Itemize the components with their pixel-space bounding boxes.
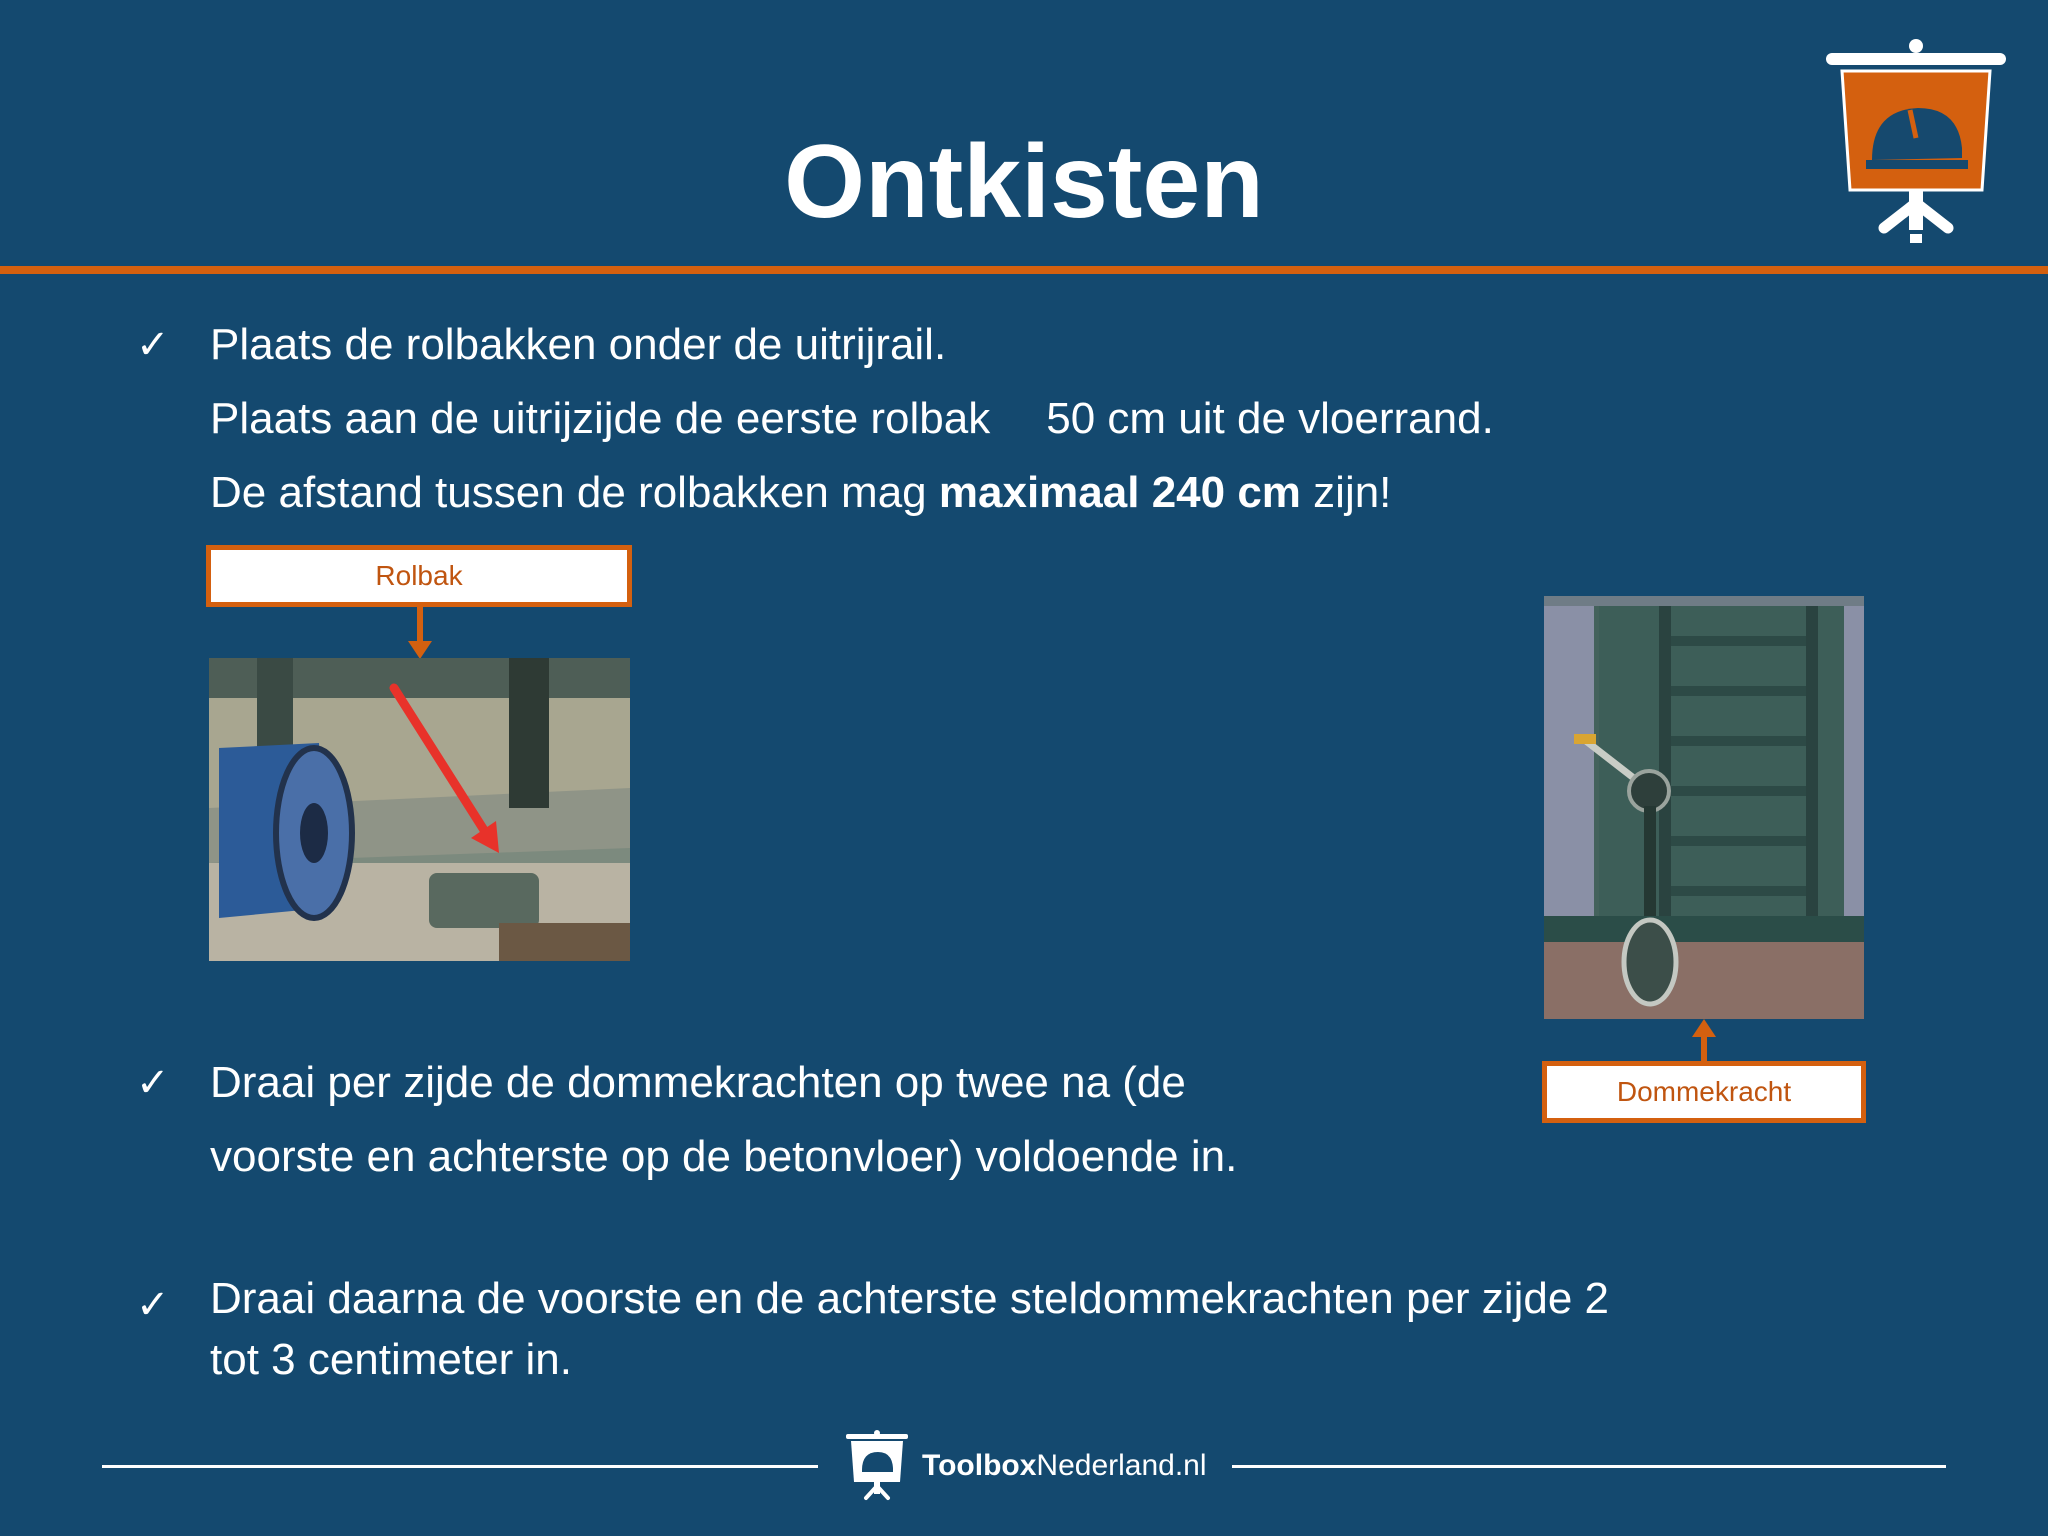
rolbak-label: Rolbak <box>206 545 632 607</box>
check-icon: ✓ <box>136 1061 170 1105</box>
toolbox-logo-icon <box>846 1430 908 1502</box>
bullet-line: Draai daarna de voorste en de achterste steldommekrachten per zijde 2 <box>210 1274 1609 1323</box>
rolbak-photo <box>209 658 630 961</box>
emphasis-text: maximaal 240 cm <box>938 468 1301 517</box>
footer-divider <box>102 1465 818 1468</box>
check-icon: ✓ <box>136 1283 170 1327</box>
dommekracht-photo <box>1544 596 1864 1019</box>
presentation-board-hardhat-icon <box>1826 38 2006 243</box>
bullet-line: De afstand tussen de rolbakken mag maximaal 240 cm zijn! <box>210 468 1392 517</box>
slide-title: Ontkisten <box>784 124 1264 240</box>
bullet-line: tot 3 centimeter in. <box>210 1335 572 1384</box>
dommekracht-label: Dommekracht <box>1542 1061 1866 1123</box>
footer-divider <box>1232 1465 1946 1468</box>
footer-brand: ToolboxNederland.nl <box>922 1449 1207 1482</box>
arrow-down-icon <box>405 607 435 659</box>
bullet-line: Plaats aan de uitrijzijde de eerste rolbak 50 cm uit de vloerrand. <box>210 394 1494 443</box>
check-icon: ✓ <box>136 323 170 367</box>
bullet-line: Plaats de rolbakken onder de uitrijrail. <box>210 320 947 369</box>
bullet-line: voorste en achterste op de betonvloer) voldoende in. <box>210 1132 1238 1181</box>
title-divider <box>0 266 2048 274</box>
bullet-line: Draai per zijde de dommekrachten op twee na (de <box>210 1058 1186 1107</box>
arrow-up-icon <box>1689 1019 1719 1063</box>
